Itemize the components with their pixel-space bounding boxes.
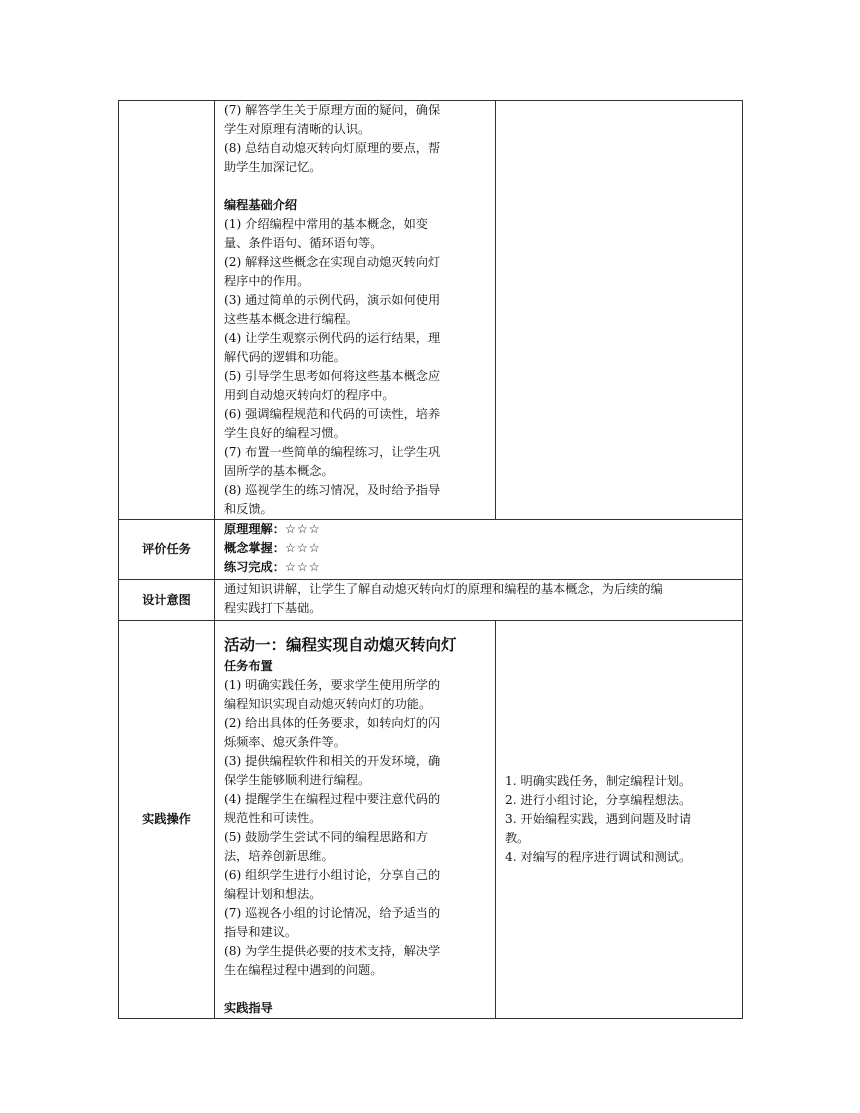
task-line: (7) 巡视各小组的讨论情况，给予适当的: [224, 906, 441, 920]
student-activity-cell-empty: [496, 101, 743, 520]
programming-line: 学生良好的编程习惯。: [224, 426, 346, 440]
student-step: 3. 开始编程实践，遇到问题及时请: [505, 812, 692, 826]
programming-line: (7) 布置一些简单的编程练习，让学生巩: [224, 445, 441, 459]
task-heading: 任务布置: [224, 659, 273, 673]
task-line: 烁频率、熄灭条件等。: [224, 735, 346, 749]
programming-line: (3) 通过简单的示例代码，演示如何使用: [224, 293, 441, 307]
programming-line: 程序中的作用。: [224, 274, 310, 288]
row-practice: [119, 621, 743, 1019]
student-step: 2. 进行小组讨论，分享编程想法。: [505, 793, 692, 807]
task-line: 编程知识实现自动熄灭转向灯的功能。: [224, 697, 432, 711]
rating-stars: ☆☆☆: [284, 541, 321, 555]
programming-line: 解代码的逻辑和功能。: [224, 350, 346, 364]
programming-line: (5) 引导学生思考如何将这些基本概念应: [224, 369, 441, 383]
teacher-line: (7) 解答学生关于原理方面的疑问，确保: [224, 103, 441, 117]
student-step: 1. 明确实践任务，制定编程计划。: [505, 774, 692, 788]
programming-line: 固所学的基本概念。: [224, 464, 334, 478]
task-line: 保学生能够顺利进行编程。: [224, 773, 371, 787]
programming-line: (1) 介绍编程中常用的基本概念，如变: [224, 217, 428, 231]
evaluation-cell: [215, 520, 743, 580]
programming-line: (2) 解释这些概念在实现自动熄灭转向灯: [224, 255, 441, 269]
student-step: 4. 对编写的程序进行调试和测试。: [505, 850, 692, 864]
task-line: (5) 鼓励学生尝试不同的编程思路和方: [224, 830, 428, 844]
row-label-empty: [119, 101, 215, 520]
student-step: 教。: [505, 831, 530, 845]
design-intent-line: 程实践打下基础。: [224, 601, 322, 615]
row-evaluation: [119, 520, 743, 580]
practice-student-cell: [496, 621, 743, 1019]
rating-stars: ☆☆☆: [284, 522, 321, 536]
programming-line: 这些基本概念进行编程。: [224, 312, 359, 326]
teacher-line: 助学生加深记忆。: [224, 160, 322, 174]
teacher-activity-cell: [215, 101, 496, 520]
teacher-line: 学生对原理有清晰的认识。: [224, 122, 371, 136]
practice-teacher-cell: [215, 621, 496, 1019]
row-programming-basics: [119, 101, 743, 520]
rating-name: 原理理解：: [224, 522, 285, 536]
activity-title: 活动一：编程实现自动熄灭转向灯: [224, 636, 457, 654]
design-intent-label: 设计意图: [119, 580, 215, 621]
rating-item: [224, 520, 733, 539]
guidance-heading: 实践指导: [224, 1001, 273, 1015]
rating-item: [224, 558, 733, 577]
teacher-line: (8) 总结自动熄灭转向灯原理的要点，帮: [224, 141, 441, 155]
practice-label: 实践操作: [119, 621, 215, 1019]
rating-item: [224, 539, 733, 558]
programming-line: 和反馈。: [224, 502, 273, 516]
task-line: 指导和建议。: [224, 925, 298, 939]
row-design-intent: [119, 580, 743, 621]
task-line: (3) 提供编程软件和相关的开发环境，确: [224, 754, 441, 768]
programming-heading: 编程基础介绍: [224, 198, 298, 212]
task-line: (4) 提醒学生在编程过程中要注意代码的: [224, 792, 441, 806]
programming-line: (8) 巡视学生的练习情况，及时给予指导: [224, 483, 441, 497]
rating-name: 概念掌握：: [224, 541, 285, 555]
task-line: (8) 为学生提供必要的技术支持，解决学: [224, 944, 441, 958]
task-line: 编程计划和想法。: [224, 887, 322, 901]
programming-line: (4) 让学生观察示例代码的运行结果，理: [224, 331, 441, 345]
task-line: (1) 明确实践任务，要求学生使用所学的: [224, 678, 441, 692]
programming-line: 用到自动熄灭转向灯的程序中。: [224, 388, 395, 402]
programming-line: (6) 强调编程规范和代码的可读性，培养: [224, 407, 441, 421]
programming-line: 量、条件语句、循环语句等。: [224, 236, 383, 250]
task-line: (2) 给出具体的任务要求，如转向灯的闪: [224, 716, 441, 730]
rating-name: 练习完成：: [224, 560, 285, 574]
rating-stars: ☆☆☆: [284, 560, 321, 574]
design-intent-line: 通过知识讲解，让学生了解自动熄灭转向灯的原理和编程的基本概念，为后续的编: [224, 582, 663, 596]
task-line: (6) 组织学生进行小组讨论，分享自己的: [224, 868, 441, 882]
task-line: 规范性和可读性。: [224, 811, 322, 825]
task-line: 法，培养创新思维。: [224, 849, 334, 863]
design-intent-cell: [215, 580, 743, 621]
evaluation-label: 评价任务: [119, 520, 215, 580]
lesson-plan-table: [118, 100, 743, 1019]
task-line: 生在编程过程中遇到的问题。: [224, 963, 383, 977]
